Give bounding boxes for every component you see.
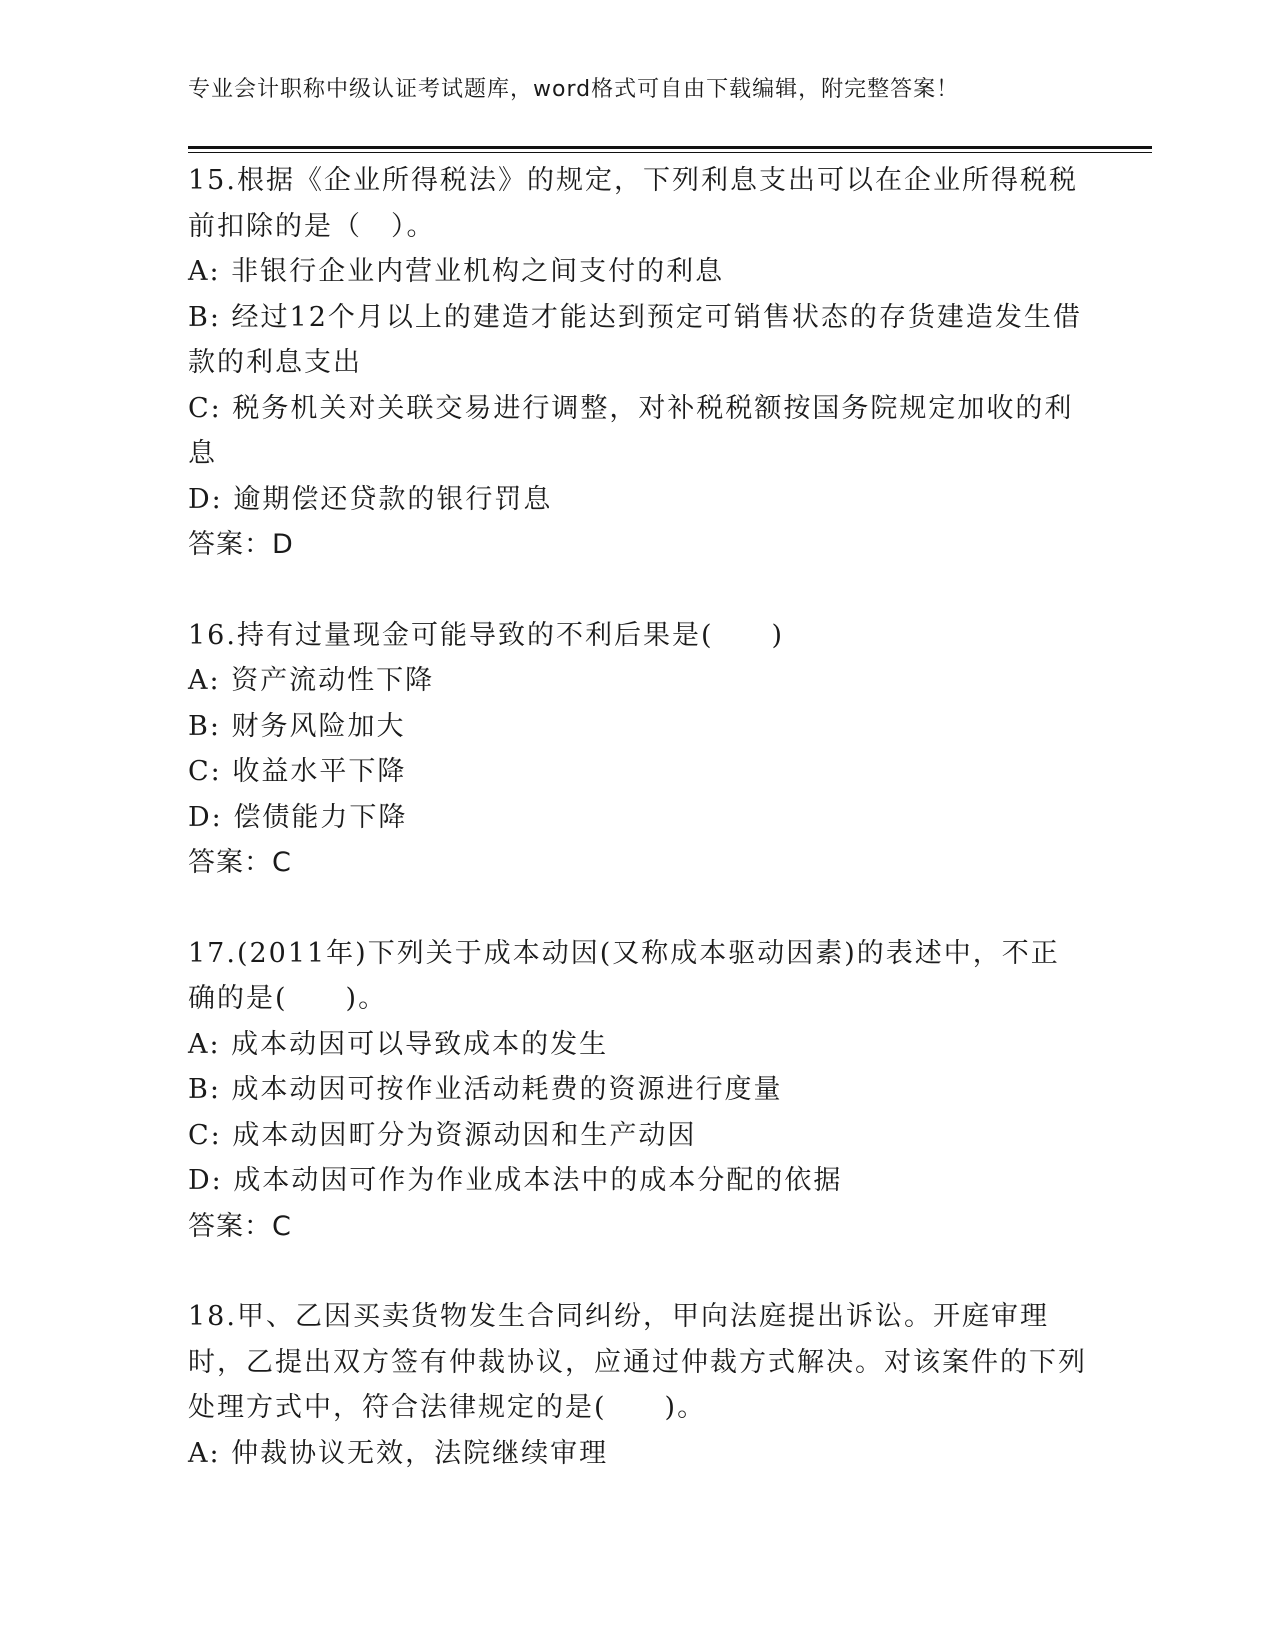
option-d: D: 成本动因可作为作业成本法中的成本分配的依据 [188,1165,843,1196]
option-b: B: 成本动因可按作业活动耗费的资源进行度量 [188,1074,783,1105]
answer: 答案：D [188,529,294,560]
answer: 答案：C [188,1210,292,1242]
question-list [188,158,1088,1521]
question-17 [188,931,1088,1250]
question-stem: 17.(2011年)下列关于成本动因(又称成本驱动因素)的表述中，不正确的是( )。 [188,937,1060,1014]
question-stem: 15.根据《企业所得税法》的规定，下列利息支出可以在企业所得税税前扣除的是（ ）。 [188,165,1078,242]
option-d: D: 偿债能力下降 [188,801,408,833]
header-rule-thin [188,152,1152,153]
question-stem: 16.持有过量现金可能导致的不利后果是( ) [188,619,785,651]
question-stem: 18.甲、乙因买卖货物发生合同纠纷，甲向法庭提出诉讼。开庭审理时，乙提出双方签有仲裁协议，应通过仲裁方式解决。对该案件的下列处理方式中，符合法律规定的是( )。 [188,1301,1087,1423]
option-a: A: 成本动因可以导致成本的发生 [188,1028,609,1060]
question-16 [188,613,1088,886]
option-a: A: 仲裁协议无效，法院继续审理 [188,1437,609,1469]
page-header: 专业会计职称中级认证考试题库，word格式可自由下载编辑，附完整答案！ [188,77,960,102]
option-a: A: 资产流动性下降 [188,665,435,696]
header-rule-thick [188,146,1152,149]
answer: 答案：C [188,847,292,878]
option-c: C: 收益水平下降 [188,756,407,787]
option-c: C: 税务机关对关联交易进行调整，对补税税额按国务院规定加收的利息 [188,392,1074,469]
option-c: C: 成本动因町分为资源动因和生产动因 [188,1119,697,1151]
question-18 [188,1294,1088,1476]
option-d: D: 逾期偿还贷款的银行罚息 [188,483,553,515]
option-b: B: 经过12个月以上的建造才能达到预定可销售状态的存货建造发生借款的利息支出 [188,301,1082,378]
question-15 [188,158,1088,568]
option-b: B: 财务风险加大 [188,710,406,742]
option-a: A: 非银行企业内营业机构之间支付的利息 [188,256,725,287]
